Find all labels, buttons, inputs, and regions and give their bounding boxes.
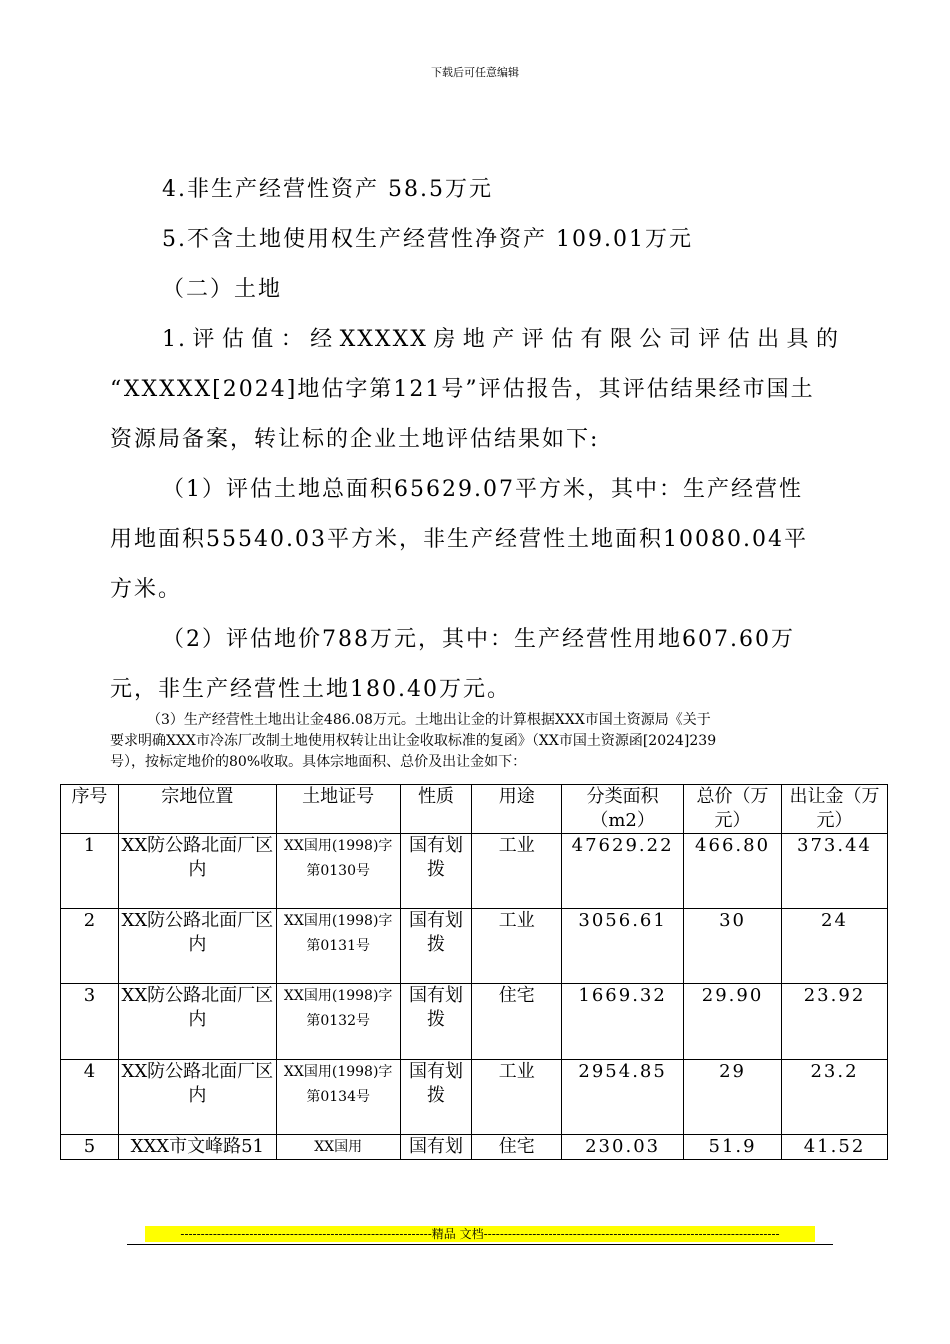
cell-use: 住宅 bbox=[472, 1135, 562, 1160]
cell-cert: XX国用(1998)字第0131号 bbox=[276, 909, 400, 984]
land-table bbox=[60, 784, 888, 1160]
cell-location: XX防公路北面厂区内 bbox=[118, 909, 276, 984]
table-row bbox=[61, 1135, 888, 1160]
paragraph-area-line2: 用地面积55540.03平方米，非生产经营性土地面积10080.04平 bbox=[110, 527, 808, 552]
table-row bbox=[61, 984, 888, 1060]
cell-total: 30 bbox=[684, 909, 782, 984]
cell-area: 230.03 bbox=[562, 1135, 684, 1160]
page-header: 下载后可任意编辑 bbox=[431, 66, 519, 79]
paragraph-price-line1: （2）评估地价788万元，其中：生产经营性用地607.60万 bbox=[162, 627, 795, 652]
paragraph-area-line1: （1）评估土地总面积65629.07平方米，其中：生产经营性 bbox=[162, 477, 803, 502]
cell-area: 47629.22 bbox=[562, 834, 684, 909]
cell-total: 29.90 bbox=[684, 984, 782, 1060]
footer-banner: --------------------------------------------------------------精品 文档------------------------------------------------------------------------- bbox=[145, 1226, 815, 1242]
table-row bbox=[61, 909, 888, 984]
cell-cert: XX国用(1998)字第0134号 bbox=[276, 1060, 400, 1135]
col-header-use: 用途 bbox=[472, 785, 562, 834]
cell-nature: 国有划拨 bbox=[400, 909, 472, 984]
cell-nature: 国有划拨 bbox=[400, 984, 472, 1060]
footer-divider bbox=[127, 1244, 833, 1245]
cell-no: 4 bbox=[61, 1060, 119, 1135]
paragraph-area-line3: 方米。 bbox=[110, 577, 183, 602]
col-header-total: 总价（万元） bbox=[684, 785, 782, 834]
cell-area: 2954.85 bbox=[562, 1060, 684, 1135]
cell-cert: XX国用(1998)字第0130号 bbox=[276, 834, 400, 909]
cell-total: 51.9 bbox=[684, 1135, 782, 1160]
cell-fee: 24 bbox=[782, 909, 888, 984]
table-row bbox=[61, 1060, 888, 1135]
cell-use: 工业 bbox=[472, 834, 562, 909]
paragraph-eval-line3: 资源局备案，转让标的企业土地评估结果如下: bbox=[110, 427, 600, 452]
section-heading-land: （二）土地 bbox=[162, 277, 283, 302]
cell-nature: 国有划 bbox=[400, 1135, 472, 1160]
paragraph-price-line2: 元，非生产经营性土地180.40万元。 bbox=[110, 677, 511, 702]
cell-no: 5 bbox=[61, 1135, 119, 1160]
cell-no: 1 bbox=[61, 834, 119, 909]
cell-location: XX防公路北面厂区内 bbox=[118, 984, 276, 1060]
paragraph-eval-line1: 1.评估值：经XXXXX房地产评估有限公司评估出具的 bbox=[162, 327, 840, 352]
col-header-no: 序号 bbox=[61, 785, 119, 834]
cell-fee: 23.92 bbox=[782, 984, 888, 1060]
cell-total: 29 bbox=[684, 1060, 782, 1135]
cell-no: 2 bbox=[61, 909, 119, 984]
cell-fee: 373.44 bbox=[782, 834, 888, 909]
paragraph-eval-line2: “XXXXX[2024]地估字第121号”评估报告，其评估结果经市国土 bbox=[110, 377, 815, 402]
paragraph-transfer-fee bbox=[110, 710, 845, 773]
cell-location: XXX市文峰路51 bbox=[118, 1135, 276, 1160]
cell-use: 工业 bbox=[472, 909, 562, 984]
cell-cert: XX国用(1998)字第0132号 bbox=[276, 984, 400, 1060]
paragraph-fee-line3: 号），按标定地价的80%收取。具体宗地面积、总价及出让金如下： bbox=[110, 754, 527, 770]
table-header-row bbox=[61, 785, 888, 834]
col-header-fee: 出让金（万元） bbox=[782, 785, 888, 834]
cell-area: 3056.61 bbox=[562, 909, 684, 984]
paragraph-fee-line2: 要求明确XXX市冷冻厂改制土地使用权转让出让金收取标准的复函》（XX市国土资源函[2024]239 bbox=[110, 733, 717, 749]
cell-fee: 23.2 bbox=[782, 1060, 888, 1135]
col-header-cert: 土地证号 bbox=[276, 785, 400, 834]
cell-no: 3 bbox=[61, 984, 119, 1060]
cell-fee: 41.52 bbox=[782, 1135, 888, 1160]
paragraph-net-assets: 5.不含土地使用权生产经营性净资产 109.01万元 bbox=[162, 227, 693, 252]
cell-location: XX防公路北面厂区内 bbox=[118, 1060, 276, 1135]
cell-cert: XX国用 bbox=[276, 1135, 400, 1160]
col-header-location: 宗地位置 bbox=[118, 785, 276, 834]
col-header-area: 分类面积（m2） bbox=[562, 785, 684, 834]
cell-total: 466.80 bbox=[684, 834, 782, 909]
cell-area: 1669.32 bbox=[562, 984, 684, 1060]
table-row bbox=[61, 834, 888, 909]
col-header-nature: 性质 bbox=[400, 785, 472, 834]
cell-location: XX防公路北面厂区内 bbox=[118, 834, 276, 909]
cell-use: 工业 bbox=[472, 1060, 562, 1135]
paragraph-fee-line1: （3）生产经营性土地出让金486.08万元。土地出让金的计算根据XXX市国土资源局《关于 bbox=[147, 712, 711, 728]
cell-use: 住宅 bbox=[472, 984, 562, 1060]
cell-nature: 国有划拨 bbox=[400, 1060, 472, 1135]
cell-nature: 国有划拨 bbox=[400, 834, 472, 909]
paragraph-non-operating-assets: 4.非生产经营性资产 58.5万元 bbox=[162, 177, 493, 202]
